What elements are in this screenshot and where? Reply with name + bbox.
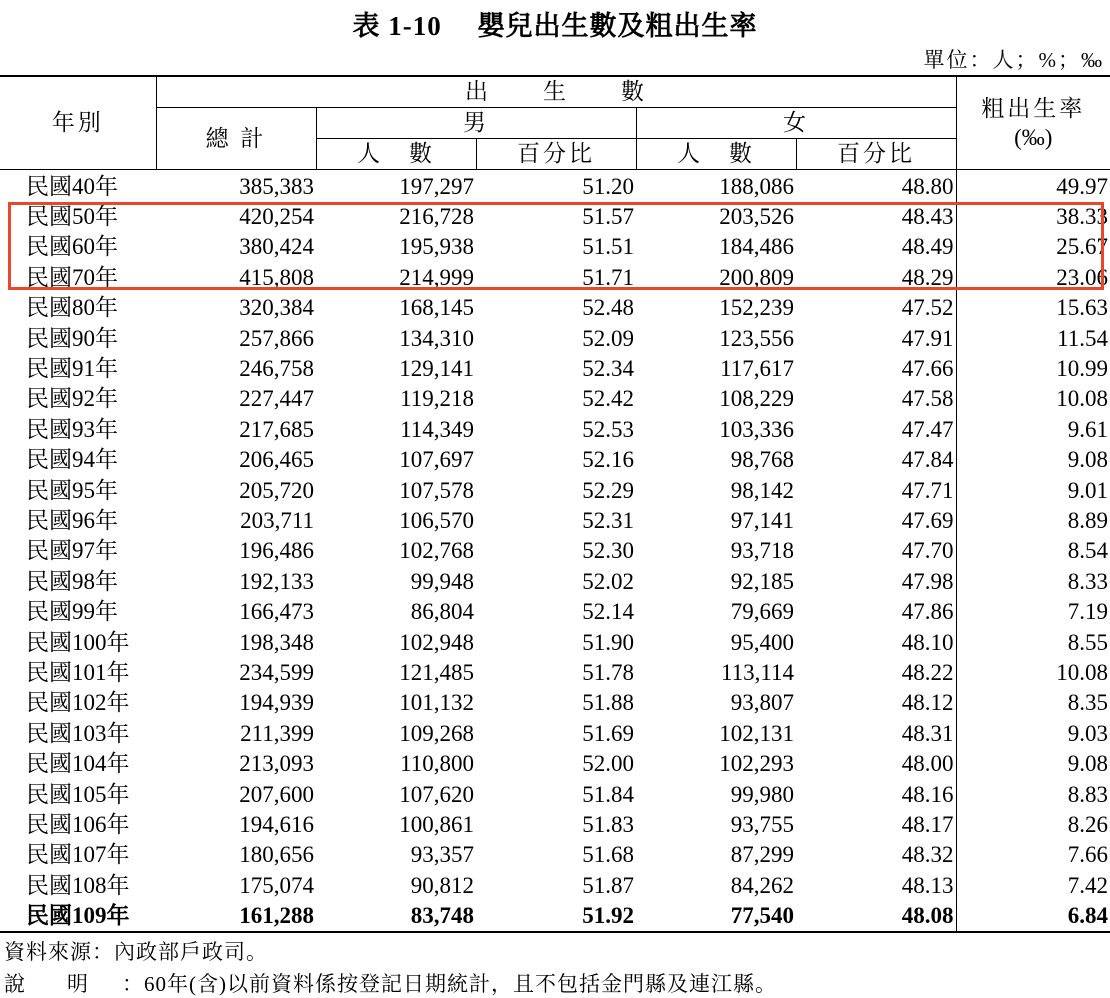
- table-row: [0, 445, 1110, 475]
- table-header: [0, 76, 1110, 169]
- male-count-cell: 109,268: [399, 720, 474, 746]
- male-count-cell: 90,812: [410, 872, 474, 898]
- total-cell: 234,599: [239, 659, 314, 685]
- year-cell: 民國99年: [26, 599, 118, 625]
- male-percent-cell: 51.68: [582, 842, 634, 868]
- female-percent-cell: 47.69: [901, 507, 954, 533]
- male-percent-cell: 51.90: [582, 629, 634, 655]
- female-count-cell: 95,400: [730, 629, 794, 655]
- table-row: [0, 840, 1110, 870]
- header-total: 總 計: [156, 107, 316, 169]
- table-row: [0, 597, 1110, 627]
- female-count-cell: 77,540: [730, 903, 794, 929]
- female-count-cell: 97,141: [730, 507, 794, 533]
- explain-note: [4, 968, 777, 998]
- female-count-cell: 117,617: [720, 356, 794, 382]
- total-cell: 161,288: [239, 903, 314, 929]
- male-percent-cell: 51.88: [582, 690, 634, 716]
- male-percent-cell: 51.20: [582, 173, 634, 199]
- table-row: [0, 719, 1110, 749]
- crude-rate-cell: 8.55: [956, 627, 1110, 657]
- female-percent-cell: 48.12: [901, 690, 954, 716]
- crude-rate-cell: 9.08: [956, 749, 1110, 779]
- table-row: [0, 384, 1110, 414]
- table-row: [0, 506, 1110, 536]
- male-count-cell: 214,999: [399, 264, 474, 290]
- table-row: [0, 475, 1110, 505]
- total-cell: 415,808: [239, 264, 314, 290]
- header-crude-rate: [956, 76, 1110, 169]
- female-count-cell: 103,336: [719, 416, 794, 442]
- total-cell: 205,720: [239, 477, 314, 503]
- total-cell: 420,254: [239, 204, 314, 230]
- total-cell: 194,939: [239, 690, 314, 716]
- table-row: [0, 779, 1110, 809]
- header-female-count: 人 數: [636, 138, 796, 169]
- female-percent-cell: 47.86: [901, 599, 954, 625]
- table-row: [0, 870, 1110, 900]
- male-percent-cell: 51.69: [582, 720, 634, 746]
- male-percent-cell: 52.31: [582, 507, 634, 533]
- male-percent-cell: 52.09: [582, 325, 634, 351]
- header-female-percent: 百分比: [796, 138, 956, 169]
- male-count-cell: 197,297: [399, 173, 474, 199]
- total-cell: 206,465: [239, 447, 314, 473]
- male-percent-cell: 52.48: [582, 295, 634, 321]
- year-cell: 民國107年: [26, 842, 130, 868]
- year-cell: 民國92年: [26, 386, 118, 412]
- female-count-cell: 98,142: [730, 477, 794, 503]
- male-count-cell: 168,145: [399, 295, 474, 321]
- crude-rate-cell: 8.89: [956, 506, 1110, 536]
- female-percent-cell: 47.58: [901, 386, 954, 412]
- female-count-cell: 79,669: [730, 599, 794, 625]
- female-percent-cell: 48.31: [901, 720, 954, 746]
- unit-label: 單位：人；%；‰: [923, 48, 1104, 72]
- male-percent-cell: 51.92: [582, 903, 634, 929]
- total-cell: 192,133: [239, 568, 314, 594]
- year-cell: 民國70年: [26, 264, 118, 290]
- year-cell: 民國102年: [26, 690, 130, 716]
- female-count-cell: 184,486: [719, 234, 794, 260]
- male-count-cell: 121,485: [399, 659, 474, 685]
- female-count-cell: 98,768: [730, 447, 794, 473]
- female-count-cell: 93,807: [730, 690, 794, 716]
- year-cell: 民國96年: [26, 507, 118, 533]
- male-percent-cell: 51.78: [582, 659, 634, 685]
- female-percent-cell: 47.84: [901, 447, 954, 473]
- male-count-cell: 102,948: [399, 629, 474, 655]
- female-count-cell: 102,131: [719, 720, 794, 746]
- male-percent-cell: 52.30: [582, 538, 634, 564]
- female-percent-cell: 48.29: [901, 264, 954, 290]
- table-row: [0, 354, 1110, 384]
- crude-rate-cell: 7.19: [956, 597, 1110, 627]
- total-cell: 380,424: [239, 234, 314, 260]
- male-count-cell: 110,800: [400, 751, 474, 777]
- header-crude-rate-unit: (‰): [1014, 124, 1053, 150]
- crude-rate-cell: 9.08: [956, 445, 1110, 475]
- header-year: 年別: [0, 76, 156, 169]
- header-male: 男: [316, 107, 636, 138]
- male-count-cell: 114,349: [400, 416, 474, 442]
- female-count-cell: 203,526: [719, 204, 794, 230]
- male-count-cell: 107,620: [399, 781, 474, 807]
- female-percent-cell: 48.16: [901, 781, 954, 807]
- male-percent-cell: 52.29: [582, 477, 634, 503]
- year-cell: 民國98年: [26, 568, 118, 594]
- crude-rate-cell: 15.63: [956, 293, 1110, 323]
- table-row: [0, 658, 1110, 688]
- year-cell: 民國100年: [26, 629, 130, 655]
- table-row: [0, 263, 1110, 293]
- male-percent-cell: 52.00: [582, 751, 634, 777]
- male-percent-cell: 51.51: [582, 234, 634, 260]
- table-row: [0, 232, 1110, 262]
- female-count-cell: 188,086: [719, 173, 794, 199]
- explain-label: 說 明: [4, 972, 88, 996]
- table-title: 表 1-10 嬰兒出生數及粗出生率: [352, 11, 758, 41]
- male-percent-cell: 52.34: [582, 356, 634, 382]
- female-percent-cell: 47.91: [901, 325, 954, 351]
- year-cell: 民國97年: [26, 538, 118, 564]
- year-cell: 民國104年: [26, 751, 130, 777]
- crude-rate-cell: 49.97: [956, 169, 1110, 202]
- year-cell: 民國94年: [26, 447, 118, 473]
- crude-rate-cell: 8.33: [956, 567, 1110, 597]
- total-cell: 203,711: [240, 507, 314, 533]
- male-count-cell: 101,132: [399, 690, 474, 716]
- crude-rate-cell: 10.08: [956, 384, 1110, 414]
- female-count-cell: 123,556: [719, 325, 794, 351]
- source-note: 資料來源：內政部戶政司。: [4, 940, 268, 964]
- female-count-cell: 200,809: [719, 264, 794, 290]
- crude-rate-cell: 38.33: [956, 202, 1110, 232]
- year-cell: 民國50年: [26, 204, 118, 230]
- male-count-cell: 83,748: [410, 903, 474, 929]
- female-percent-cell: 47.71: [901, 477, 954, 503]
- total-cell: 175,074: [239, 872, 314, 898]
- header-male-count: 人 數: [316, 138, 476, 169]
- male-percent-cell: 51.84: [582, 781, 634, 807]
- male-count-cell: 216,728: [399, 204, 474, 230]
- table-row: [0, 567, 1110, 597]
- year-cell: 民國106年: [26, 811, 130, 837]
- table-row: [0, 323, 1110, 353]
- table-row: [0, 415, 1110, 445]
- female-percent-cell: 48.49: [901, 234, 954, 260]
- total-cell: 385,383: [239, 173, 314, 199]
- header-births: 出 生 數: [156, 76, 956, 107]
- total-cell: 180,656: [239, 842, 314, 868]
- male-count-cell: 93,357: [410, 842, 474, 868]
- female-percent-cell: 47.52: [901, 295, 954, 321]
- male-count-cell: 129,141: [399, 356, 474, 382]
- female-percent-cell: 48.32: [901, 842, 954, 868]
- table-body: [0, 169, 1110, 932]
- crude-rate-cell: 7.66: [956, 840, 1110, 870]
- table-row: [0, 293, 1110, 323]
- female-count-cell: 87,299: [730, 842, 794, 868]
- header-female: 女: [636, 107, 956, 138]
- female-percent-cell: 47.98: [901, 568, 954, 594]
- year-cell: 民國103年: [26, 720, 130, 746]
- table-row: [0, 688, 1110, 718]
- total-cell: 166,473: [239, 599, 314, 625]
- table-row: [0, 202, 1110, 232]
- year-cell: 民國109年: [26, 903, 130, 929]
- year-cell: 民國60年: [26, 234, 118, 260]
- header-crude-rate-label: 粗出生率: [981, 95, 1086, 121]
- male-count-cell: 99,948: [410, 568, 474, 594]
- total-cell: 320,384: [239, 295, 314, 321]
- crude-rate-cell: 8.54: [956, 536, 1110, 566]
- male-percent-cell: 52.02: [582, 568, 634, 594]
- header-male-percent: 百分比: [476, 138, 636, 169]
- births-table: [0, 75, 1110, 933]
- total-cell: 211,399: [240, 720, 314, 746]
- female-count-cell: 92,185: [730, 568, 794, 594]
- crude-rate-cell: 8.83: [956, 779, 1110, 809]
- year-cell: 民國105年: [26, 781, 130, 807]
- female-count-cell: 93,755: [730, 811, 794, 837]
- female-percent-cell: 48.17: [901, 811, 954, 837]
- male-count-cell: 119,218: [400, 386, 474, 412]
- crude-rate-cell: 8.35: [956, 688, 1110, 718]
- crude-rate-cell: 9.61: [956, 415, 1110, 445]
- female-count-cell: 84,262: [730, 872, 794, 898]
- female-count-cell: 113,114: [720, 659, 794, 685]
- total-cell: 207,600: [239, 781, 314, 807]
- male-count-cell: 100,861: [399, 811, 474, 837]
- female-percent-cell: 48.22: [901, 659, 954, 685]
- crude-rate-cell: 25.67: [956, 232, 1110, 262]
- table-row: [0, 627, 1110, 657]
- female-count-cell: 93,718: [730, 538, 794, 564]
- year-cell: 民國40年: [26, 173, 118, 199]
- year-cell: 民國108年: [26, 872, 130, 898]
- crude-rate-cell: 8.26: [956, 810, 1110, 840]
- female-percent-cell: 48.13: [901, 872, 954, 898]
- crude-rate-cell: 10.99: [956, 354, 1110, 384]
- year-cell: 民國101年: [26, 659, 130, 685]
- female-count-cell: 102,293: [719, 751, 794, 777]
- table-row: [0, 810, 1110, 840]
- crude-rate-cell: 23.06: [956, 263, 1110, 293]
- male-count-cell: 86,804: [410, 599, 474, 625]
- female-percent-cell: 47.66: [901, 356, 954, 382]
- year-cell: 民國90年: [26, 325, 118, 351]
- crude-rate-cell: 10.08: [956, 658, 1110, 688]
- total-cell: 194,616: [239, 811, 314, 837]
- year-cell: 民國93年: [26, 416, 118, 442]
- male-percent-cell: 52.16: [582, 447, 634, 473]
- female-percent-cell: 48.10: [901, 629, 954, 655]
- total-cell: 257,866: [239, 325, 314, 351]
- total-cell: 227,447: [239, 386, 314, 412]
- male-count-cell: 106,570: [399, 507, 474, 533]
- female-count-cell: 108,229: [719, 386, 794, 412]
- explain-text: ：60年(含)以前資料係按登記日期統計，且不包括金門縣及連江縣。: [122, 972, 777, 996]
- female-count-cell: 152,239: [719, 295, 794, 321]
- female-percent-cell: 48.08: [901, 903, 954, 929]
- year-cell: 民國91年: [26, 356, 118, 382]
- male-count-cell: 107,697: [399, 447, 474, 473]
- crude-rate-cell: 6.84: [956, 901, 1110, 932]
- male-percent-cell: 51.83: [582, 811, 634, 837]
- total-cell: 198,348: [239, 629, 314, 655]
- total-cell: 246,758: [239, 356, 314, 382]
- table-row: [0, 749, 1110, 779]
- female-percent-cell: 48.00: [901, 751, 954, 777]
- crude-rate-cell: 9.03: [956, 719, 1110, 749]
- female-percent-cell: 48.43: [901, 204, 954, 230]
- male-count-cell: 107,578: [399, 477, 474, 503]
- male-percent-cell: 52.14: [582, 599, 634, 625]
- male-count-cell: 134,310: [399, 325, 474, 351]
- year-cell: 民國95年: [26, 477, 118, 503]
- male-percent-cell: 51.71: [582, 264, 634, 290]
- female-percent-cell: 48.80: [901, 173, 954, 199]
- male-count-cell: 195,938: [399, 234, 474, 260]
- crude-rate-cell: 7.42: [956, 870, 1110, 900]
- table-row: [0, 901, 1110, 932]
- total-cell: 196,486: [239, 538, 314, 564]
- crude-rate-cell: 9.01: [956, 475, 1110, 505]
- male-percent-cell: 52.53: [582, 416, 634, 442]
- female-percent-cell: 47.47: [901, 416, 954, 442]
- male-percent-cell: 51.57: [582, 204, 634, 230]
- total-cell: 213,093: [239, 751, 314, 777]
- male-count-cell: 102,768: [399, 538, 474, 564]
- male-percent-cell: 51.87: [582, 872, 634, 898]
- table-row: [0, 169, 1110, 202]
- female-count-cell: 99,980: [730, 781, 794, 807]
- total-cell: 217,685: [239, 416, 314, 442]
- year-cell: 民國80年: [26, 295, 118, 321]
- crude-rate-cell: 11.54: [956, 323, 1110, 353]
- female-percent-cell: 47.70: [901, 538, 954, 564]
- male-percent-cell: 52.42: [582, 386, 634, 412]
- table-row: [0, 536, 1110, 566]
